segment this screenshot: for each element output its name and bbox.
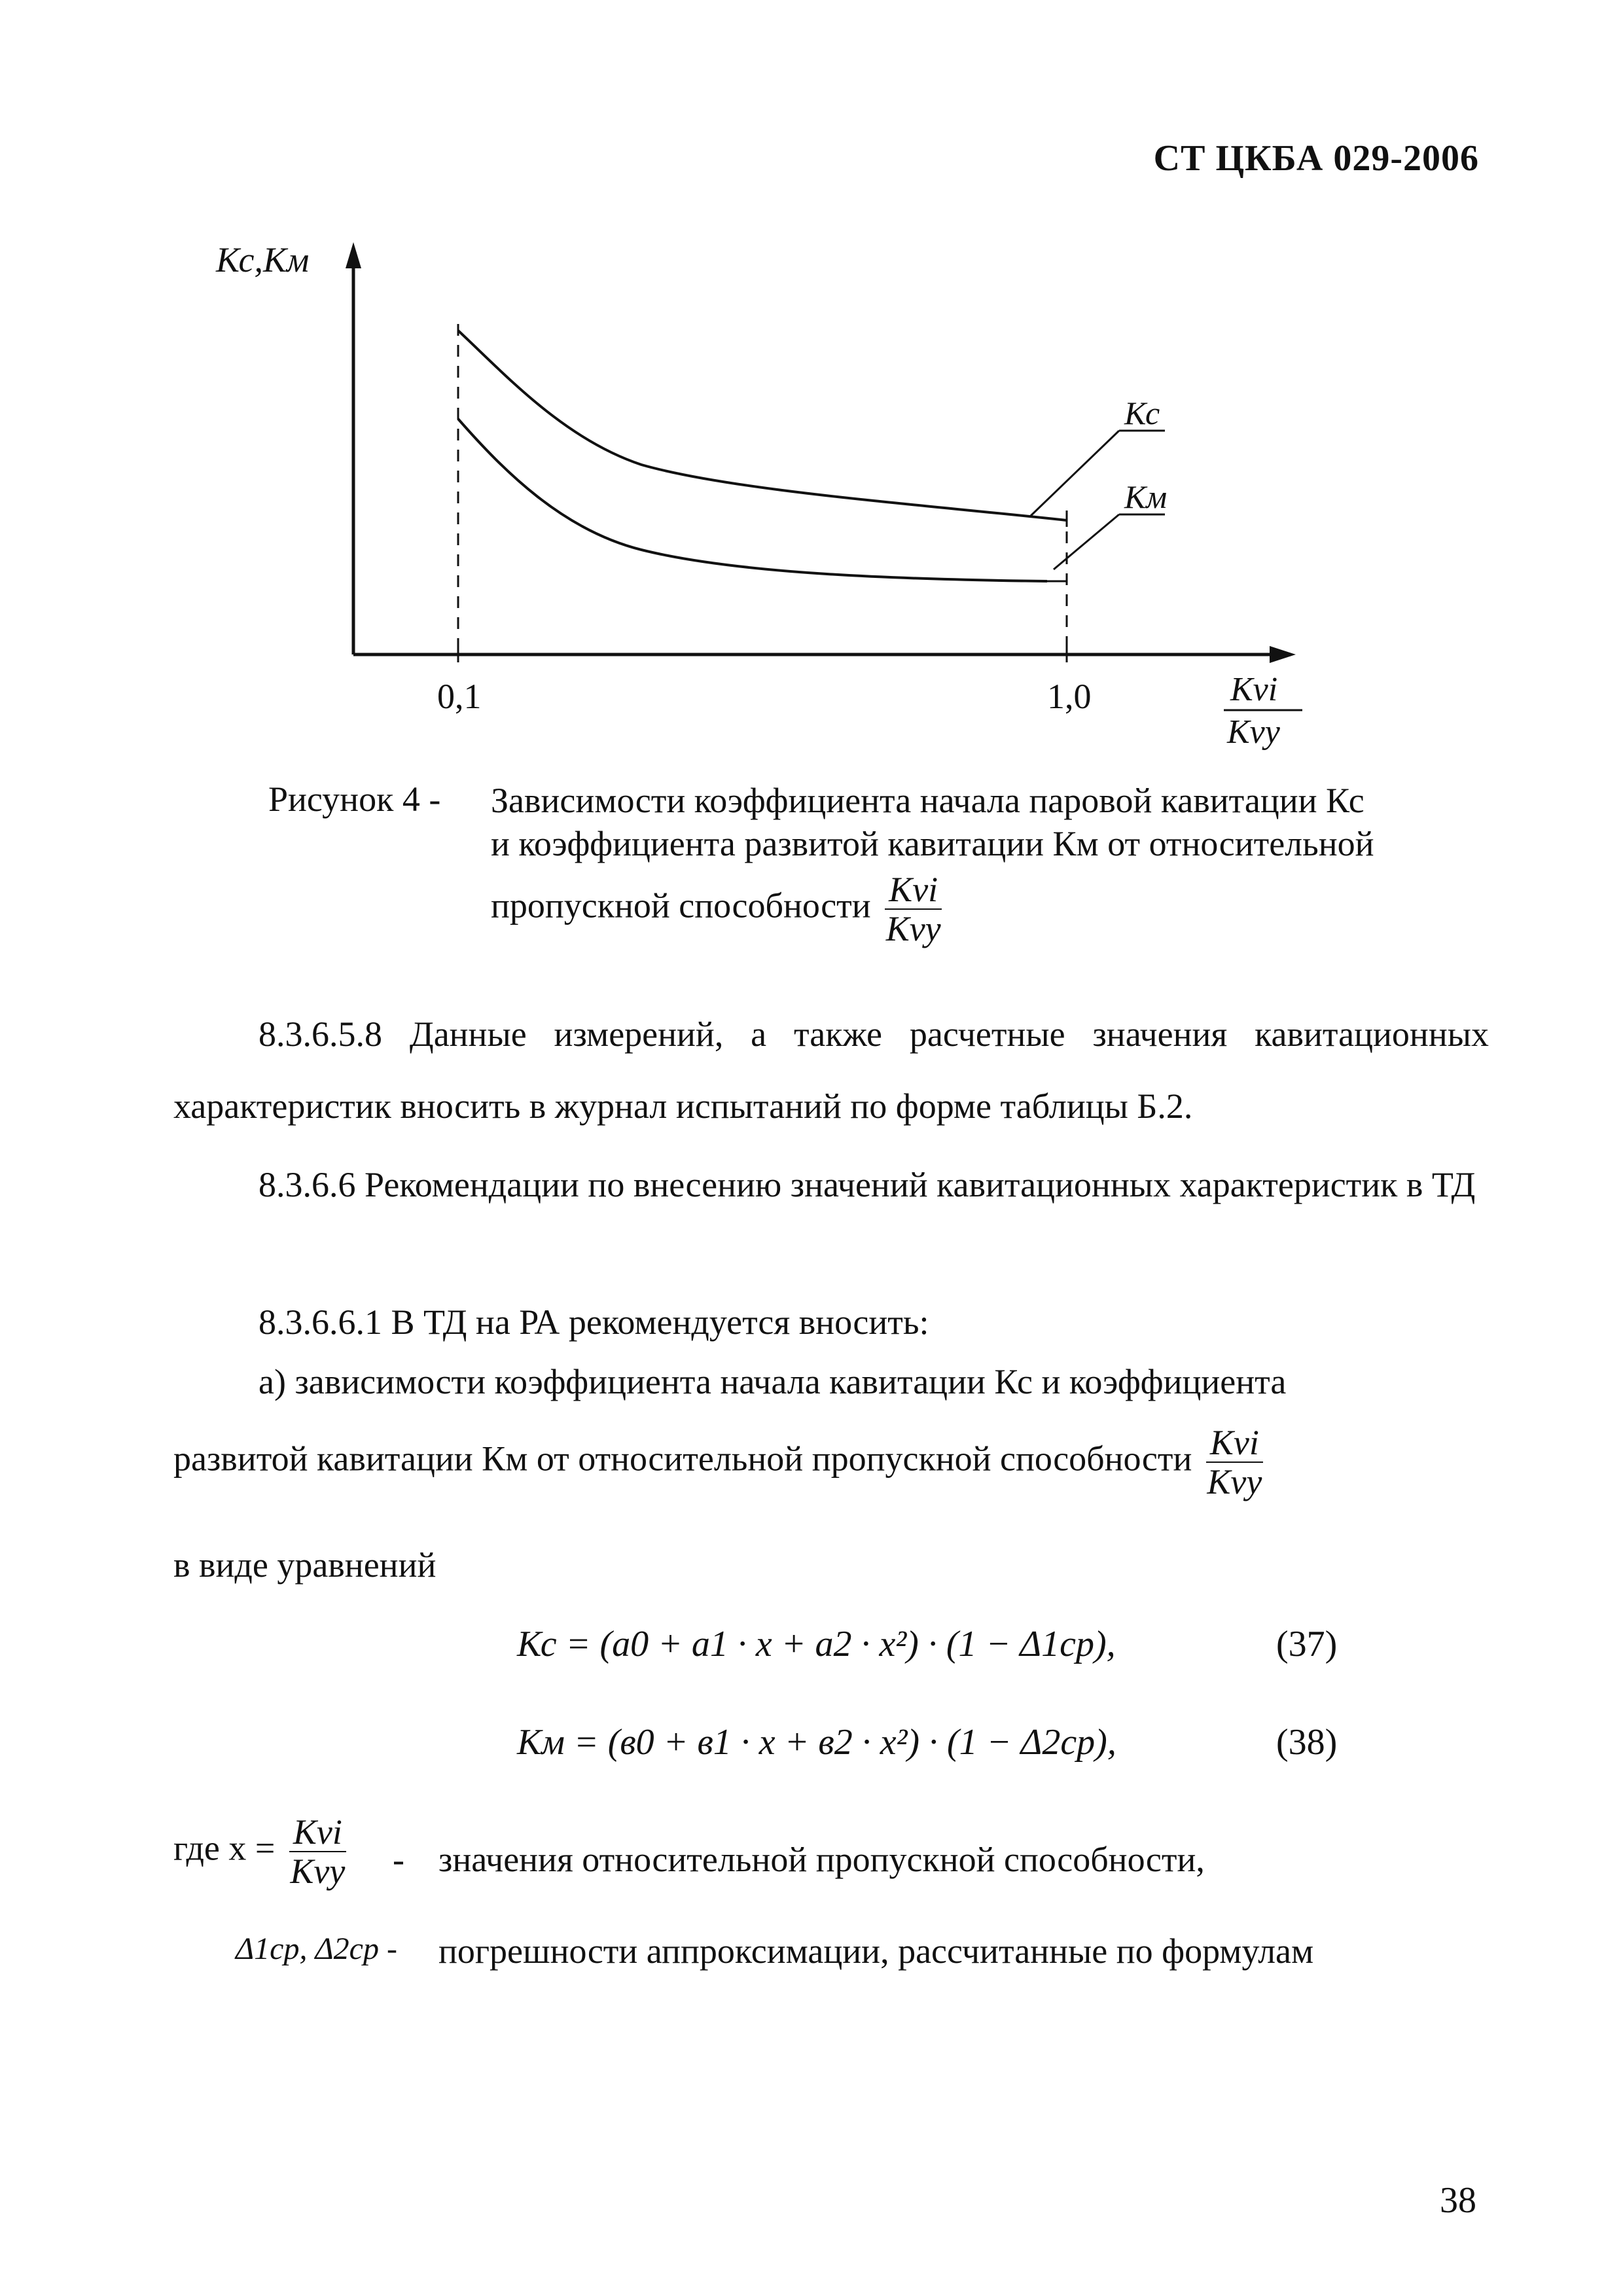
caption-fraction-numerator: Kvi [885,870,942,910]
paragraph-a-line-2 [173,1424,1268,1501]
definition-x-dash: - [393,1840,404,1879]
paragraph-equations-intro: в виде уравнений [173,1545,437,1585]
definition-x-fraction-numerator: Kvi [289,1813,346,1852]
x-axis-label-numerator: Kvi [1230,671,1278,708]
leader-km [1054,514,1119,569]
caption-fraction-denominator: Kvy [885,909,941,948]
definition-x-description: значения относительной пропускной способности, [438,1840,1205,1879]
paragraph-a-line-1: а) зависимости коэффициента начала кавитации Кс и коэффициента [259,1362,1287,1401]
definition-x-fraction [289,1813,346,1890]
curve-label-km: Км [1124,478,1168,515]
graph-svg [196,223,1374,772]
equation-38: Км = (в0 + в1 · x + в2 · x²) · (1 − Δ2ср), [517,1722,1116,1763]
curve-label-kc: Кс [1124,395,1160,431]
x-tick-label-end: 1,0 [1047,677,1092,716]
figure-kc-km-graph [196,223,1374,772]
y-axis-label: Кс,Км [216,240,310,279]
caption-line-2: и коэффициента развитой кавитации Км от относительной [491,824,1374,863]
x-axis-arrow [1270,646,1296,663]
paragraph-a-fraction-numerator: Kvi [1206,1424,1263,1463]
equation-37-number: (37) [1276,1624,1338,1664]
x-tick-label-start: 0,1 [437,677,482,716]
curve-km [458,419,1047,581]
page-number: 38 [1440,2180,1476,2221]
paragraph-a-line-2-text: развитой кавитации Км от относительной пропускной способности [173,1439,1192,1479]
leader-kc [1031,431,1119,516]
x-axis-label-denominator: Kvy [1227,713,1280,751]
definition-x [173,1813,351,1890]
definition-delta-description: погрешности аппроксимации, рассчитанные по формулам [438,1931,1314,1971]
definition-x-prefix: где x = [173,1828,276,1868]
definition-delta-symbols: Δ1ср, Δ2ср - [236,1931,397,1966]
definition-x-fraction-denominator: Kvy [290,1852,346,1891]
figure-caption-text [491,779,1486,948]
caption-line-1: Зависимости коэффициента начала паровой кавитации Кс [491,781,1364,820]
caption-line-3 [491,870,1486,948]
paragraph-8-3-6-5-8: 8.3.6.5.8 Данные измерений, а также расчетные значения кавитационных характеристик вносить в журнал испытаний по форме таблицы Б.2. [173,1014,1489,1126]
curve-kc [458,331,1067,520]
document-code-header: СТ ЦКБА 029-2006 [1153,138,1479,179]
caption-fraction [885,870,942,948]
caption-line-3-text: пропускной способности [491,886,871,925]
y-axis-arrow [346,242,361,268]
equation-37: Кс = (a0 + a1 · x + a2 · x²) · (1 − Δ1ср), [517,1624,1116,1664]
paragraph-8-3-6-6-1: 8.3.6.6.1 В ТД на РА рекомендуется вносить: [259,1302,929,1342]
paragraph-a-fraction [1206,1424,1263,1501]
figure-caption-number: Рисунок 4 - [268,780,441,819]
equation-38-number: (38) [1276,1722,1338,1763]
paragraph-a-fraction-denominator: Kvy [1207,1462,1262,1501]
paragraph-8-3-6-6: 8.3.6.6 Рекомендации по внесению значений кавитационных характеристик в ТД [259,1165,1476,1204]
